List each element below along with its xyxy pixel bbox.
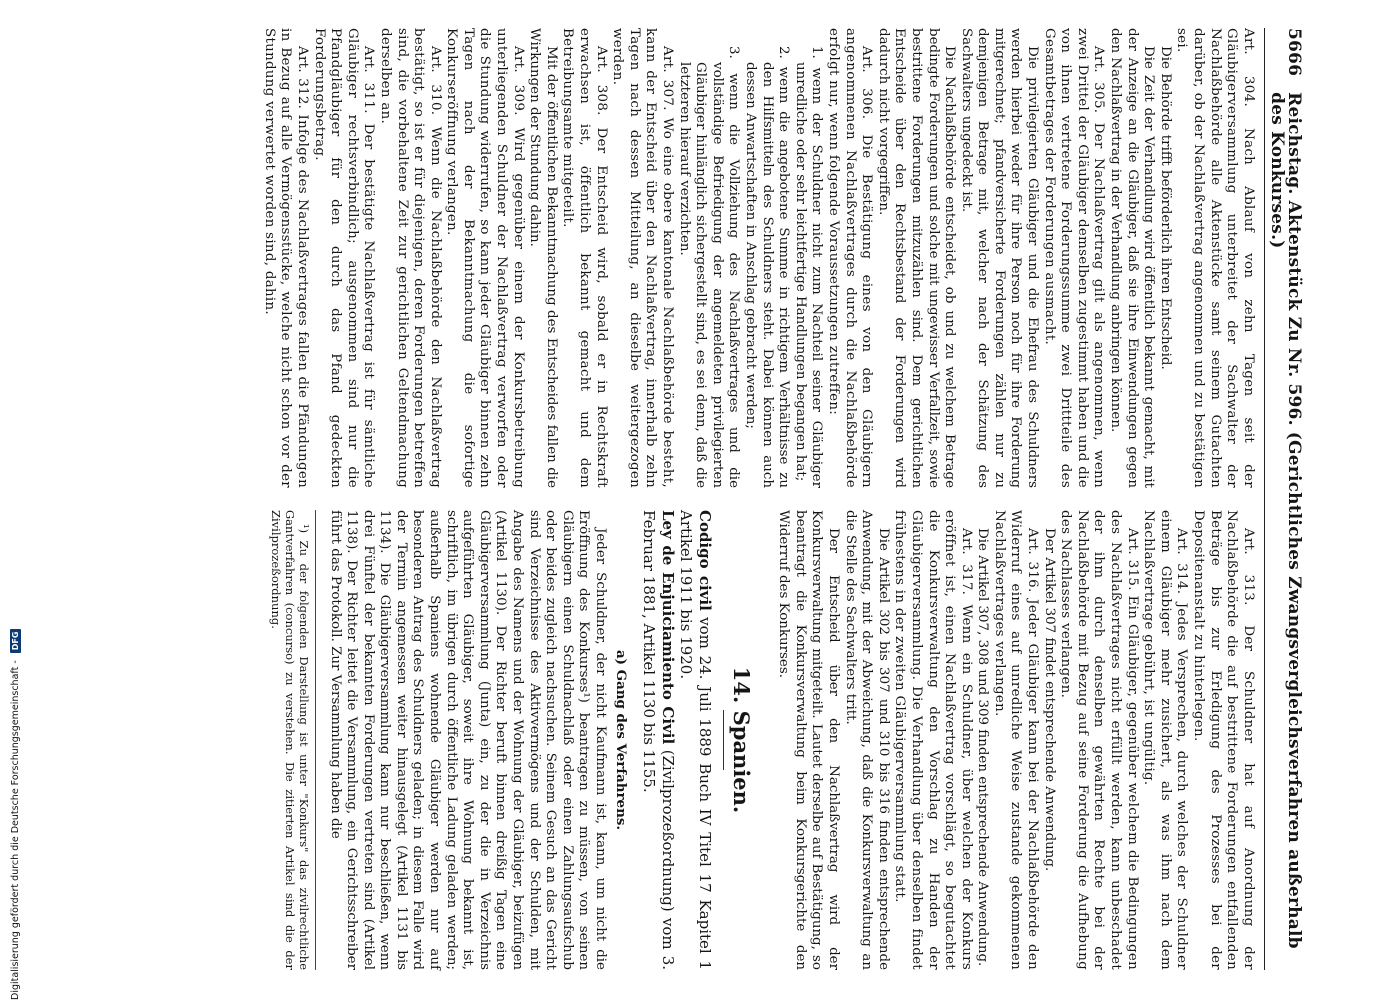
paragraph: Art. 314. Jedes Versprechen, durch welches der Schuldner einem Gläubiger mehr zusichert, als was ihm nach dem Nachlaßvertrage gebührt, ist ungültig. xyxy=(1141,510,1190,970)
paragraph: Art. 313. Der Schuldner hat auf Anordnung der Nachlaßbehörde die auf bestrittene Forderungen entfallenden Beträge bis zur Erledigung des Prozesses bei der Depositenanstalt zu hinterlegen. xyxy=(1191,510,1256,970)
code-title-rest: vom 24. Juli 1889 Buch IV Titel 17 Kapitel 1 Artikel 1911 bis 1920. xyxy=(677,510,714,971)
list-item: 1. wenn der Schuldner nicht zum Nachteil seiner Gläubiger unredliche oder sehr leichtfertige Handlungen begangen hat; xyxy=(792,46,825,488)
paragraph: Art. 308. Der Entscheid wird, sobald er in Rechtskraft erwachsen ist, öffentlich bekannt gemacht und dem Betreibungsamte mitgeteilt. xyxy=(560,28,609,488)
section-title: 14. Spanien. xyxy=(728,666,754,814)
running-head xyxy=(1264,28,1302,970)
law-heading xyxy=(639,510,676,970)
paragraph: Art. 311. Der bestätigte Nachlaßvertrag ist für sämtliche Gläubiger rechtsverbindlich; ausgenommen sind nur die Pfandgläubiger für den durch das Pfand gedeckten Forderungsbetrag. xyxy=(311,28,377,488)
divider xyxy=(723,710,724,770)
paragraph: Der Entscheid über den Nachlaßvertrag wird der Konkursverwaltung mitgeteilt. Lautet derselbe auf Bestätigung, so beantragt die Konkursverwaltung beim Konkursgerichte den Widerruf des Konkurses. xyxy=(776,510,841,970)
paragraph: Jeder Schuldner, der nicht Kaufmann ist, kann, um nicht die Eröffnung des Konkurses¹) beantragen zu müssen, von seinen Gläubigern einen Schuldnachlaß oder einen Zahlungsaufschub oder beides zugleich nachsuchen. Seinem Gesuch an das Gericht sind Verzeichnisse des Aktivvermögens und der Schulden, mit Angabe des Namens und der Wohnung der Gläubiger, beizufügen (Artikel 1130). Der Richter beruft binnen dreißig Tagen eine Gläubigerversammlung (Junta) ein, zu der die in Verzeichnis aufgeführten Gläubiger, soweit ihre Wohnung bekannt ist, schriftlich, im übrigen durch öffentliche Ladung geladen werden; außerhalb Spaniens wohnende Gläubiger werden nur auf besonderen Antrag des Schuldners geladen; in diesem Falle wird der Termin angemessen weiter hinausgelegt (Artikel 1131 bis 1134). Die Gläubigerversammlung kann nur beschließen, wenn drei Fünftel der bekannten Forderungen vertreten sind (Artikel 1138). Der Richter leitet die Versammlung, ein Gerichtsschreiber führt das Protokoll. Zur Versammlung haben die xyxy=(327,510,609,970)
digitization-credit xyxy=(10,629,21,1000)
law-title: Ley de Enjuiciamiento Civil xyxy=(658,510,677,745)
left-column xyxy=(260,28,1256,488)
dfg-logo: DFG xyxy=(10,629,21,654)
footnote xyxy=(269,510,316,970)
paragraph: Die Behörde trifft beförderlich ihren Entscheid. xyxy=(1157,46,1173,370)
code-heading xyxy=(676,510,713,970)
paragraph: Art. 312. Infolge des Nachlaßvertrages fallen die Pfändungen in Bezug auf alle Vermögensstücke, welche nicht schon vor der Stundung verwertet worden sind, dahin. xyxy=(261,28,310,488)
paragraph: Der Artikel 307 findet entsprechende Anwendung. xyxy=(1041,528,1057,872)
page-number: 5666 xyxy=(1284,28,1304,77)
right-column xyxy=(260,510,1256,970)
paragraph: Mit der öffentlichen Bekanntmachung des Entscheides fallen die Wirkungen der Stundung dahin. xyxy=(527,28,559,488)
paragraph: Die Zeit der Verhandlung wird öffentlich bekannt gemacht, mit der Anzeige an die Gläubiger, daß sie ihre Einwendungen gegen den Nachlaßvertrag in der Verhandlung anbringen können. xyxy=(1108,28,1157,488)
paragraph: Art. 315. Ein Gläubiger, gegenüber welchem die Bedingungen des Nachlaßvertrages nicht erfüllt werden, kann unbeschadet der ihm durch denselben gewährten Rechte bei der Nachlaßbehörde mit Bezug auf seine Forderung die Aufhebung des Nachlasses verlangen. xyxy=(1058,510,1140,970)
paragraph: Die Artikel 302 bis 307 und 310 bis 316 finden entsprechende Anwendung, mit der Abweichung, daß die Konkursverwaltung an die Stelle des Sachwalters tritt. xyxy=(842,510,891,970)
paragraph: Art. 310. Wenn die Nachlaßbehörde den Nachlaßvertrag bestätigt, so ist er für diejenigen, deren Forderungen betreffen sind, die vorbehaltene Zeit zur gerichtlichen Geltendmachung derselben an. xyxy=(377,28,443,488)
paragraph: Art. 317. Wenn ein Schuldner, über welchen der Konkurs eröffnet ist, einen Nachlaßvertrag vorschlägt, so begutachtet die Konkursverwaltung den Vorschlag zu Handen der Gläubigerversammlung. Die Verhandlung über denselben findet frühestens in der zweiten Gläubigerversammlung statt. xyxy=(892,510,974,970)
list-item: 2. wenn die angebotene Summe in richtigem Verhältnisse zu den Hilfsmitteln des Schuldners steht. Dabei können auch dessen Anwartschaften in Anschlag gebracht werden; xyxy=(743,46,792,488)
paragraph: Art. 309. Wird gegenüber einem der Konkursbetreibung unterliegenden Schuldner der Nachlaßvertrag verworfen oder die Stundung widerrufen, so kann jeder Gläubiger binnen zehn Tagen nach der Bekanntmachung die sofortige Konkurseröffnung verlangen. xyxy=(444,28,526,488)
subheading: a) Gang des Verfahrens. xyxy=(612,649,629,831)
paragraph: Art. 316. Jeder Gläubiger kann bei der Nachlaßbehörde den Widerruf eines auf unredliche Weise zustande gekommenen Nachlaßvertrages verlangen. xyxy=(991,510,1041,970)
numbered-list xyxy=(675,28,824,488)
paragraph: Art. 306. Die Bestätigung eines von den Gläubigern angenommenen Nachlaßvertrages durch die Nachlaßbehörde erfolgt nur, wenn folgende Voraussetzungen zutreffen: xyxy=(825,28,875,488)
credit-text: Digitalisierung gefördert durch die Deutsche Forschungsgemeinschaft - xyxy=(10,660,21,1000)
footnote-text: ¹) Zu der folgenden Darstellung ist unter "Konkurs" das zivilrechtliche Gantverfahren (concurso) zu verstehen. Die zitierten Artikel sind die der Zivilprozeßordnung. xyxy=(268,510,311,970)
paragraph: Die privilegierten Gläubiger und die Ehefrau des Schuldners werden hierbei weder für ihre Person noch für ihre Forderung mitgerechnet; pfandversicherte Forderungen zählen nur zu demjenigen Betrage mit, welcher nach der Schätzung des Sachwalters ungedeckt ist. xyxy=(958,28,1041,488)
list-item: 3. wenn die Vollziehung des Nachlaßvertrages und die vollständige Befriedigung der angemeldeten privilegierten Gläubiger hinlänglich sichergestellt sind, es sei denn, daß die letzteren hierauf verzichten. xyxy=(676,46,742,488)
paragraph: Art. 307. Wo eine obere kantonale Nachlaßbehörde besteht, kann der Entscheid über den Nachlaßvertrag, innerhalb zehn Tagen nach dessen Mitteilung, an dieselbe weitergezogen werden. xyxy=(610,28,676,488)
code-title: Codigo civil xyxy=(696,510,714,611)
paragraph: Art. 304. Nach Ablauf von zehn Tagen seit der Gläubigerversammlung unterbreitet der Sachwalter der Nachlaßbehörde alle Aktenstücke samt seinem Gutachten darüber, ob der Nachlaßvertrag angenommen und zu bestätigen sei. xyxy=(1174,28,1256,488)
paragraph: Art. 305. Der Nachlaßvertrag gilt als angenommen, wenn zwei Drittel der Gläubiger demselben zugestimmt haben und die von ihnen vertretene Forderungssumme zwei Drittteile des Gesamtbetrages der Forderungen ausmacht. xyxy=(1041,28,1107,488)
document-page xyxy=(80,0,1320,1000)
paragraph: Die Nachlaßbehörde entscheidet, ob und zu welchem Betrage bedingte Forderungen und solche mit ungewisser Verfallzeit, sowie bestrittene Forderungen mitzuzählen sind. Dem gerichtlichen Entscheide über den Rechtsbestand der Forderungen wird dadurch nicht vorgegriffen. xyxy=(875,28,958,488)
law-title-rest: (Zivilprozeßordnung) vom 3. Februar 1881, Artikel 1130 bis 1155. xyxy=(640,510,677,971)
paragraph: Die Artikel 307, 308 und 309 finden entsprechende Anwendung. xyxy=(975,528,991,967)
page-header-title: Reichstag. Aktenstück Zu Nr. 596. (Gerichtliches Zwangsvergleichsverfahren außerhalb des Konkurses.) xyxy=(1267,92,1304,949)
